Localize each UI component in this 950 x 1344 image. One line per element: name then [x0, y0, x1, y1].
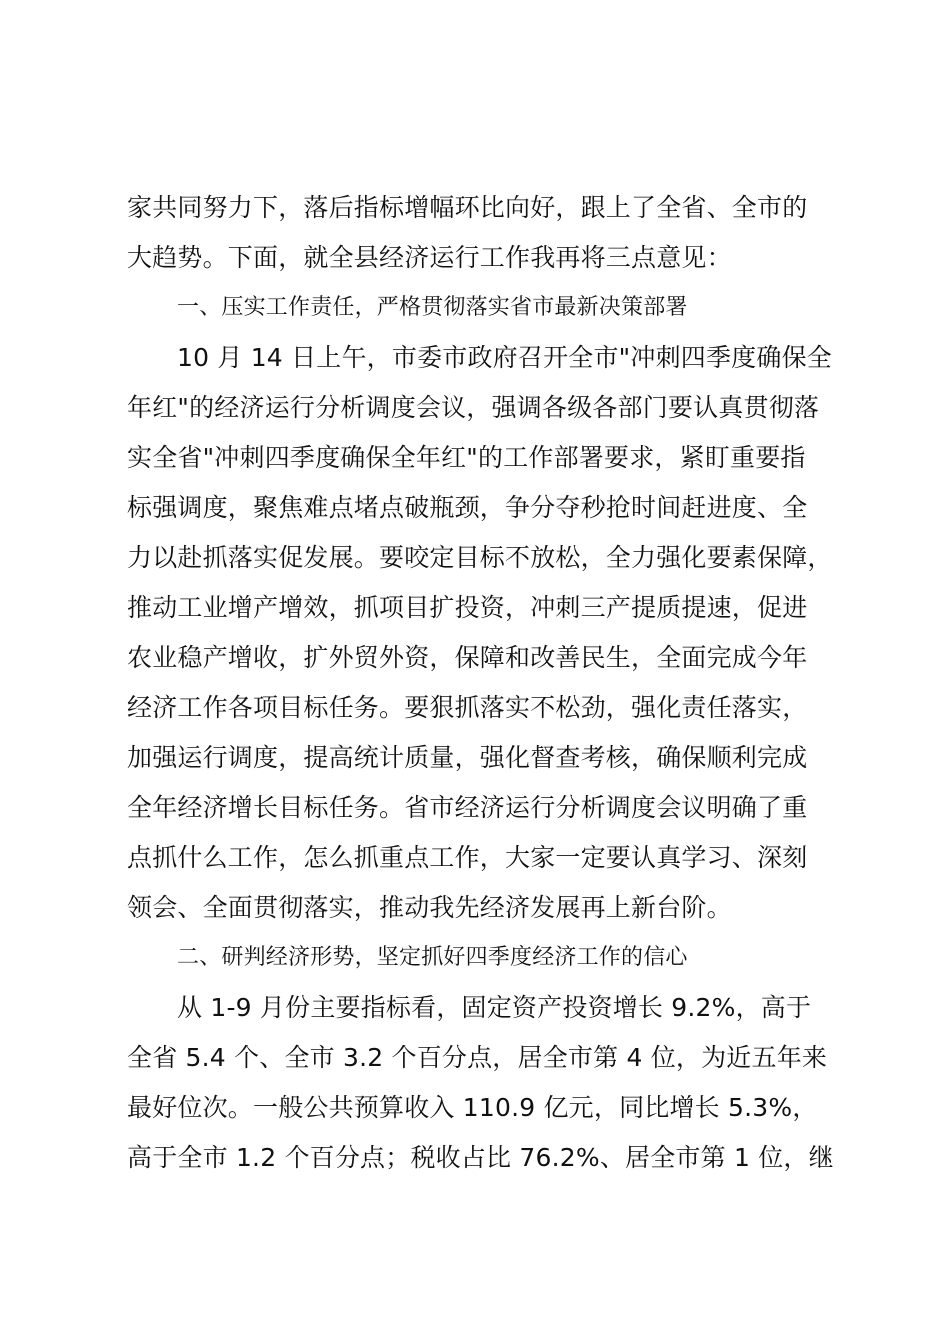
text-line: 大趋势。下面，就全县经济运行工作我再将三点意见： [127, 243, 732, 272]
text-line: 标强调度，聚焦难点堵点破瓶颈，争分夺秒抢时间赶进度、全 [127, 493, 808, 522]
text-line: 力以赴抓落实促发展。要咬定目标不放松，全力强化要素保障， [127, 543, 833, 572]
text-line: 领会、全面贯彻落实，推动我先经济发展再上新台阶。 [127, 893, 732, 922]
text-line: 实全省"冲刺四季度确保全年红"的工作部署要求，紧盯重要指 [127, 443, 806, 472]
text-line: 家共同努力下，落后指标增幅环比向好，跟上了全省、全市的 [127, 193, 808, 222]
section-heading: 一、压实工作责任，严格贯彻落实省市最新决策部署 [177, 295, 688, 320]
text-line: 农业稳产增收，扩外贸外资，保障和改善民生，全面完成今年 [127, 643, 808, 672]
text-line: 全年经济增长目标任务。省市经济运行分析调度会议明确了重 [127, 793, 808, 822]
text-line: 点抓什么工作，怎么抓重点工作，大家一定要认真学习、深刻 [127, 843, 808, 872]
text-line: 最好位次。一般公共预算收入 110.9 亿元，同比增长 5.3%， [127, 1093, 818, 1122]
text-line: 全省 5.4 个、全市 3.2 个百分点，居全市第 4 位，为近五年来 [127, 1043, 828, 1072]
section-heading: 二、研判经济形势，坚定抓好四季度经济工作的信心 [177, 945, 688, 970]
text-line: 年红"的经济运行分析调度会议，强调各级各部门要认真贯彻落 [127, 393, 820, 422]
text-line: 推动工业增产增效，抓项目扩投资，冲刺三产提质提速，促进 [127, 593, 808, 622]
text-line: 高于全市 1.2 个百分点；税收占比 76.2%、居全市第 1 位，继 [127, 1143, 834, 1172]
text-line: 从 1-9 月份主要指标看，固定资产投资增长 9.2%，高于 [177, 993, 812, 1022]
document-body [127, 183, 847, 1183]
text-line: 加强运行调度，提高统计质量，强化督查考核，确保顺利完成 [127, 743, 808, 772]
text-line: 10 月 14 日上午，市委市政府召开全市"冲刺四季度确保全 [177, 343, 832, 372]
text-line: 经济工作各项目标任务。要狠抓落实不松劲，强化责任落实， [127, 693, 808, 722]
